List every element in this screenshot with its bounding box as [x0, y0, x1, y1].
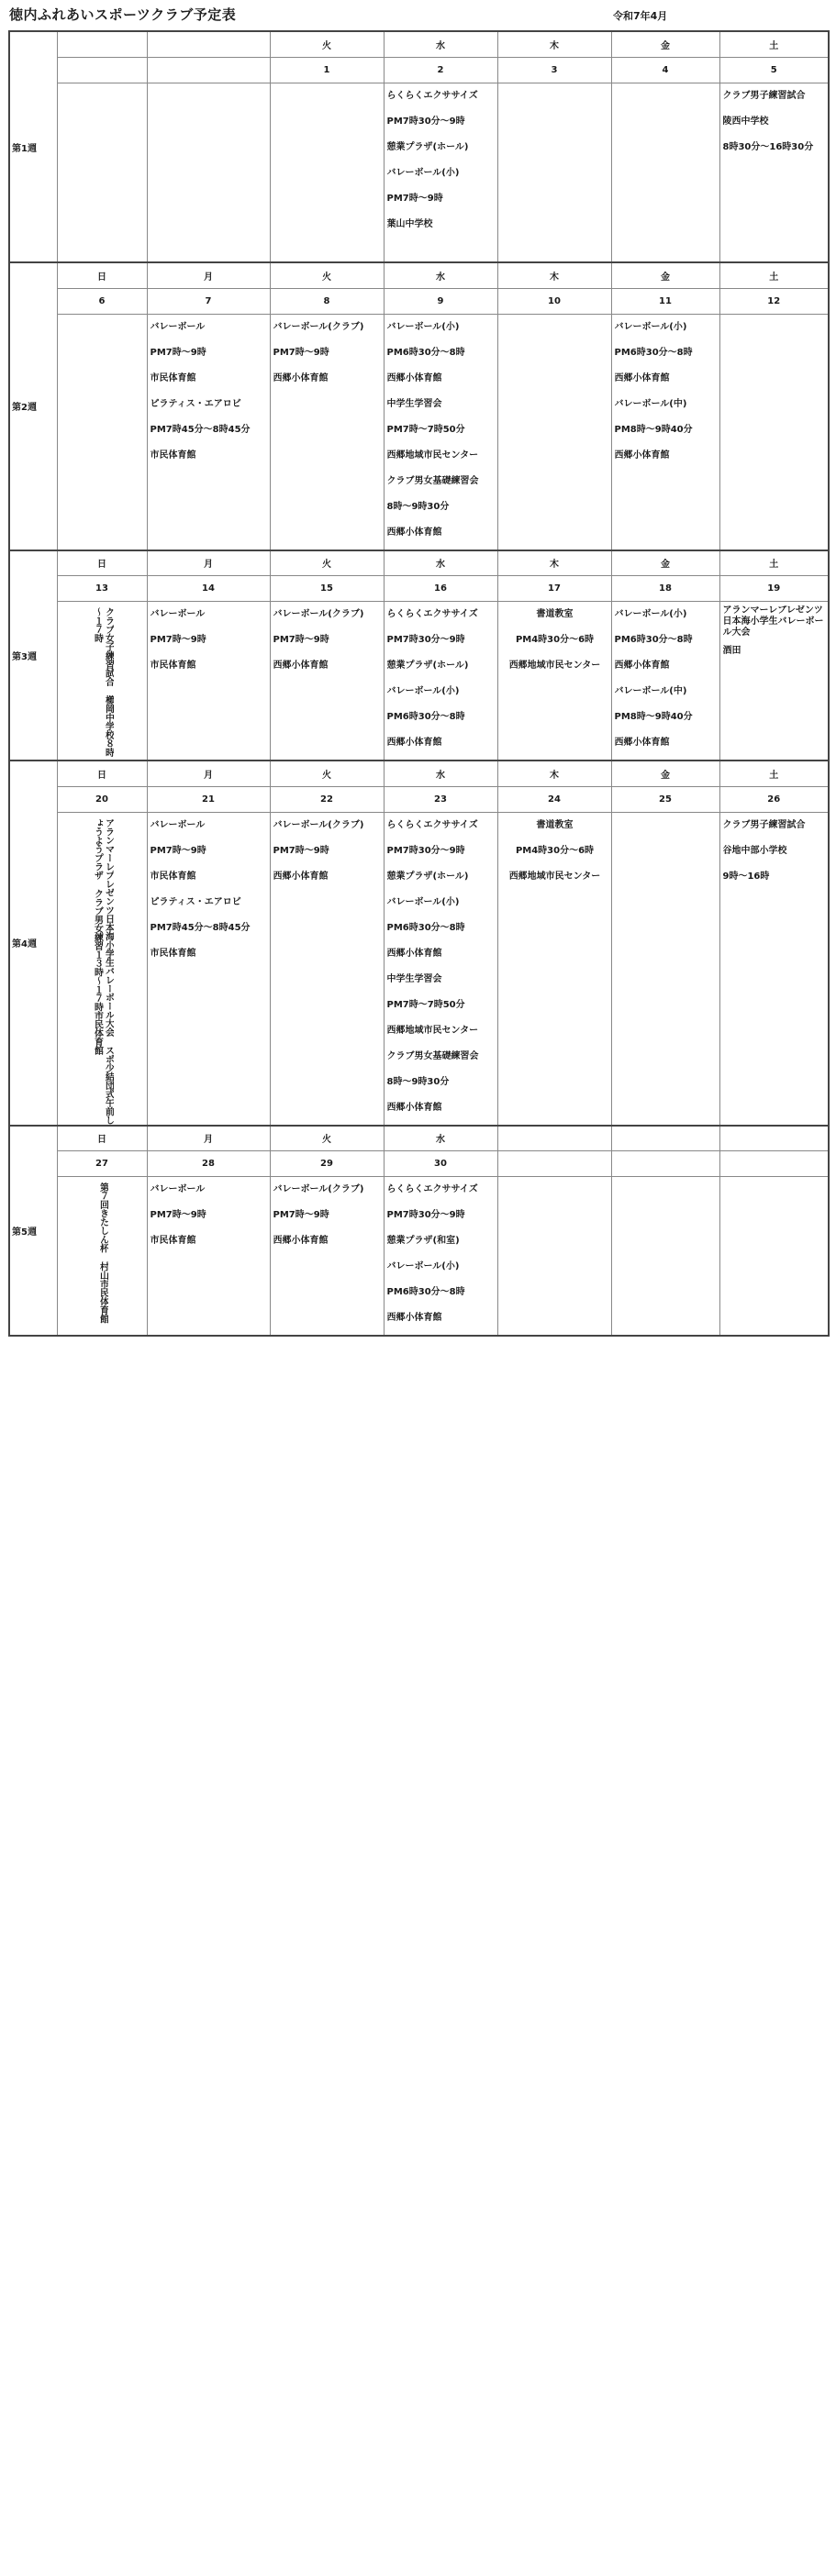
day-events-cell: [719, 83, 829, 262]
event-line: 西郷小体育館: [273, 871, 329, 882]
event-line: PM7時～9時: [150, 845, 206, 856]
event-line: 西郷地域市民センター: [508, 661, 601, 671]
day-events-cell: [384, 812, 497, 1126]
week-header-row: [9, 31, 829, 57]
event-line: クラブ男女基礎練習会: [386, 475, 479, 486]
day-of-week-header: 金: [611, 31, 719, 57]
date-number: 1: [270, 57, 384, 83]
event-line: クラブ男子練習試合: [722, 90, 806, 101]
event-line: バレーボール: [150, 1184, 206, 1194]
day-of-week-header: 水: [384, 1126, 497, 1151]
event-line: らくらくエクササイズ: [386, 1184, 478, 1194]
event-line: バレーボール(クラブ): [273, 321, 364, 332]
date-number: 3: [497, 57, 611, 83]
schedule-table: [8, 30, 830, 1337]
day-events-cell: [147, 83, 270, 262]
day-of-week-header: 火: [270, 31, 384, 57]
event-line: 西郷小体育館: [386, 948, 442, 959]
event-line: 憩業プラザ(ホール): [386, 661, 469, 671]
event-line: PM7時～7時50分: [386, 424, 465, 435]
date-number: 9: [384, 288, 497, 314]
event-line: クラブ男子練習試合: [722, 819, 806, 830]
day-of-week-header: 火: [270, 761, 384, 786]
date-number-row: [9, 576, 829, 602]
day-of-week-header: 火: [270, 262, 384, 288]
date-number: 6: [57, 288, 147, 314]
day-of-week-header: 木: [497, 550, 611, 576]
week-header-row: [9, 761, 829, 786]
day-events-cell: [57, 83, 147, 262]
day-of-week-header: 日: [57, 761, 147, 786]
day-of-week-header: 水: [384, 262, 497, 288]
date-number: 8: [270, 288, 384, 314]
day-of-week-header: 月: [147, 262, 270, 288]
date-number: 5: [719, 57, 829, 83]
event-line: バレーボール(小): [614, 609, 687, 619]
day-events-cell: [719, 1177, 829, 1337]
week-label: 第4週: [9, 761, 57, 1126]
event-line: バレーボール(小): [614, 321, 687, 332]
day-of-week-header: 月: [147, 550, 270, 576]
month-label: 令和7年4月: [613, 10, 668, 22]
day-events-cell: [57, 812, 147, 1126]
date-number: 14: [147, 576, 270, 602]
day-events-cell: [611, 314, 719, 550]
event-line: 西郷小体育館: [386, 527, 442, 538]
event-line: 9時～16時: [722, 871, 770, 882]
date-number: 19: [719, 576, 829, 602]
event-line: PM6時30分～8時: [386, 712, 465, 722]
week-label: 第1週: [9, 31, 57, 262]
event-line: PM7時30分～9時: [386, 845, 465, 856]
event-line: PM7時～9時: [150, 347, 206, 358]
date-number-row: [9, 1151, 829, 1177]
event-line: バレーボール(クラブ): [273, 609, 364, 619]
event-line: PM7時～9時: [273, 1210, 329, 1220]
date-number: 30: [384, 1151, 497, 1177]
date-number: 23: [384, 786, 497, 812]
day-of-week-header: [497, 1126, 611, 1151]
event-line: 西郷小体育館: [273, 661, 329, 671]
event-line: 市民体育館: [150, 1236, 196, 1246]
event-line: PM7時30分～9時: [386, 635, 465, 645]
day-of-week-header: 月: [147, 1126, 270, 1151]
event-line: PM6時30分～8時: [386, 922, 465, 933]
day-events-cell: [611, 1177, 719, 1337]
event-line: PM7時45分～8時45分: [150, 424, 251, 435]
event-line: 憩業プラザ(和室): [386, 1236, 460, 1246]
event-line: 西郷小体育館: [273, 1236, 329, 1246]
week-label: 第5週: [9, 1126, 57, 1337]
event-line: バレーボール: [150, 609, 206, 619]
day-of-week-header: 土: [719, 262, 829, 288]
week-label: 第3週: [9, 550, 57, 761]
day-of-week-header: [719, 1126, 829, 1151]
date-number: 22: [270, 786, 384, 812]
day-events-cell: [147, 1177, 270, 1337]
event-line: 葉山中学校: [386, 218, 433, 229]
event-line: 西郷地域市民センター: [386, 1025, 479, 1036]
day-events-cell: [497, 1177, 611, 1337]
events-row: [9, 1177, 829, 1337]
date-number-row: [9, 57, 829, 83]
event-line: らくらくエクササイズ: [386, 609, 478, 619]
event-line: PM7時～9時: [386, 193, 443, 204]
event-line: バレーボール(中): [614, 686, 687, 696]
day-events-cell: [719, 812, 829, 1126]
event-line: PM7時30分～9時: [386, 116, 465, 127]
event-line: クラブ男女基礎練習会: [386, 1050, 479, 1061]
date-number: 16: [384, 576, 497, 602]
date-number: 12: [719, 288, 829, 314]
day-events-cell: [497, 314, 611, 550]
event-line: PM7時～9時: [273, 347, 329, 358]
date-number: 27: [57, 1151, 147, 1177]
day-of-week-header: 木: [497, 31, 611, 57]
day-events-cell: [384, 314, 497, 550]
day-of-week-header: 日: [57, 550, 147, 576]
event-line: 谷地中部小学校: [722, 845, 787, 856]
event-line: 陵西中学校: [722, 116, 769, 127]
day-of-week-header: 水: [384, 31, 497, 57]
date-number: 29: [270, 1151, 384, 1177]
event-line: 書道教室: [536, 819, 574, 830]
day-of-week-header: 木: [497, 262, 611, 288]
event-line: 書道教室: [536, 609, 574, 619]
day-of-week-header: 日: [57, 1126, 147, 1151]
day-of-week-header: [611, 1126, 719, 1151]
date-number-row: [9, 288, 829, 314]
date-number: 25: [611, 786, 719, 812]
date-number: 7: [147, 288, 270, 314]
date-number: 20: [57, 786, 147, 812]
event-line: 中学生学習会: [386, 973, 442, 984]
day-of-week-header: 日: [57, 262, 147, 288]
vertical-note-wrap: [61, 605, 145, 761]
day-events-cell: [147, 812, 270, 1126]
date-number: 10: [497, 288, 611, 314]
event-line: 8時～9時30分: [386, 1076, 450, 1087]
date-number-row: [9, 786, 829, 812]
day-of-week-header: 火: [270, 550, 384, 576]
date-number: [611, 1151, 719, 1177]
day-events-cell: [497, 602, 611, 761]
events-row: [9, 812, 829, 1126]
event-line: PM7時～9時: [273, 845, 329, 856]
day-of-week-header: 木: [497, 761, 611, 786]
event-line: バレーボール(小): [386, 896, 460, 907]
event-line: バレーボール(小): [386, 167, 460, 178]
event-line: PM7時～9時: [150, 1210, 206, 1220]
day-events-cell: [384, 602, 497, 761]
day-of-week-header: 金: [611, 550, 719, 576]
event-line: 西郷小体育館: [614, 372, 670, 383]
event-line: バレーボール(小): [386, 686, 460, 696]
event-line: 西郷小体育館: [273, 372, 329, 383]
event-line: 酒田: [722, 646, 741, 656]
event-line: PM7時45分～8時45分: [150, 922, 251, 933]
event-line: 市民体育館: [150, 450, 196, 461]
vertical-event-note: クラブ女子練習試合 櫛岡中学校８時～１７時: [92, 607, 114, 757]
event-line: 西郷小体育館: [386, 372, 442, 383]
date-number: 13: [57, 576, 147, 602]
week-header-row: [9, 1126, 829, 1151]
event-line: PM7時30分～9時: [386, 1210, 465, 1220]
event-line: PM4時30分～6時: [515, 635, 595, 645]
event-line: らくらくエクササイズ: [386, 819, 478, 830]
event-line: PM7時～7時50分: [386, 999, 465, 1010]
event-line: バレーボール(クラブ): [273, 819, 364, 830]
day-events-cell: [497, 83, 611, 262]
event-line: 中学生学習会: [386, 398, 442, 409]
date-number: 15: [270, 576, 384, 602]
event-line: バレーボール(小): [386, 1261, 460, 1271]
day-of-week-header: 土: [719, 761, 829, 786]
day-of-week-header: 土: [719, 31, 829, 57]
event-line: 西郷小体育館: [386, 1313, 442, 1323]
events-row: [9, 602, 829, 761]
page-title: 徳内ふれあいスポーツクラブ予定表: [9, 6, 237, 23]
date-number: 4: [611, 57, 719, 83]
day-events-cell: [147, 602, 270, 761]
day-events-cell: [384, 1177, 497, 1337]
event-line: バレーボール(小): [386, 321, 460, 332]
day-of-week-header: 金: [611, 262, 719, 288]
event-line: 市民体育館: [150, 372, 196, 383]
day-events-cell: [270, 1177, 384, 1337]
day-of-week-header: 金: [611, 761, 719, 786]
event-line: バレーボール(中): [614, 398, 687, 409]
event-line: 西郷小体育館: [614, 661, 670, 671]
event-line: 8時30分～16時30分: [722, 141, 814, 152]
event-line: PM8時～9時40分: [614, 712, 693, 722]
event-line: PM6時30分～8時: [614, 635, 693, 645]
event-line: PM4時30分～6時: [515, 845, 595, 856]
day-events-cell: [384, 83, 497, 262]
week-label: 第2週: [9, 262, 57, 550]
event-line: バレーボール: [150, 321, 206, 332]
event-line: 西郷小体育館: [614, 450, 670, 461]
event-line: PM6時30分～8時: [614, 347, 693, 358]
vertical-note-wrap: [61, 816, 145, 1126]
day-events-cell: [147, 314, 270, 550]
event-line: 西郷地域市民センター: [508, 871, 601, 882]
day-events-cell: [57, 602, 147, 761]
event-line: バレーボール(クラブ): [273, 1184, 364, 1194]
day-of-week-header: [147, 31, 270, 57]
vertical-event-note: 第７回きたしん杯 村山市民体育館: [97, 1183, 108, 1323]
event-line: 西郷地域市民センター: [386, 450, 479, 461]
day-events-cell: [57, 1177, 147, 1337]
week-header-row: [9, 262, 829, 288]
day-events-cell: [611, 83, 719, 262]
day-events-cell: [497, 812, 611, 1126]
event-line: PM6時30分～8時: [386, 1287, 465, 1297]
date-number: [719, 1151, 829, 1177]
date-number: [147, 57, 270, 83]
date-number: [497, 1151, 611, 1177]
day-events-cell: [270, 602, 384, 761]
date-number: 18: [611, 576, 719, 602]
day-events-cell: [611, 602, 719, 761]
day-of-week-header: 水: [384, 761, 497, 786]
event-line: 市民体育館: [150, 948, 196, 959]
day-events-cell: [270, 314, 384, 550]
event-line: 西郷小体育館: [386, 1102, 442, 1113]
event-line: PM7時～9時: [150, 635, 206, 645]
day-of-week-header: [57, 31, 147, 57]
day-events-cell: [719, 602, 829, 761]
date-number: 21: [147, 786, 270, 812]
events-row: [9, 83, 829, 262]
event-line: 憩業プラザ(ホール): [386, 141, 469, 152]
date-number: 2: [384, 57, 497, 83]
vertical-event-note: アランマーレプレゼンツ日本海小学生バレーボール大会 スポ少結団式午前しょうようプラザ クラブ男女練習１３時～１７時市民体育館: [92, 817, 114, 1124]
event-line: 西郷小体育館: [386, 738, 442, 748]
day-of-week-header: 月: [147, 761, 270, 786]
day-events-cell: [270, 812, 384, 1126]
day-of-week-header: 水: [384, 550, 497, 576]
event-line: PM7時～9時: [273, 635, 329, 645]
event-line: 西郷小体育館: [614, 738, 670, 748]
event-line: アランマーレプレゼンツ日本海小学生バレーボール大会: [722, 605, 824, 638]
day-events-cell: [270, 83, 384, 262]
day-events-cell: [611, 812, 719, 1126]
day-events-cell: [719, 314, 829, 550]
date-number: 28: [147, 1151, 270, 1177]
day-events-cell: [57, 314, 147, 550]
week-header-row: [9, 550, 829, 576]
vertical-note-wrap: [61, 1181, 145, 1336]
day-of-week-header: 土: [719, 550, 829, 576]
event-line: バレーボール: [150, 819, 206, 830]
date-number: [57, 57, 147, 83]
day-of-week-header: 火: [270, 1126, 384, 1151]
event-line: PM8時～9時40分: [614, 424, 693, 435]
events-row: [9, 314, 829, 550]
date-number: 17: [497, 576, 611, 602]
event-line: PM6時30分～8時: [386, 347, 465, 358]
event-line: 憩業プラザ(ホール): [386, 871, 469, 882]
event-line: らくらくエクササイズ: [386, 90, 478, 101]
event-line: ピラティス・エアロビ: [150, 398, 241, 409]
date-number: 11: [611, 288, 719, 314]
event-line: 8時～9時30分: [386, 501, 450, 512]
date-number: 26: [719, 786, 829, 812]
event-line: 市民体育館: [150, 871, 196, 882]
event-line: ピラティス・エアロビ: [150, 896, 241, 907]
event-line: 市民体育館: [150, 661, 196, 671]
date-number: 24: [497, 786, 611, 812]
